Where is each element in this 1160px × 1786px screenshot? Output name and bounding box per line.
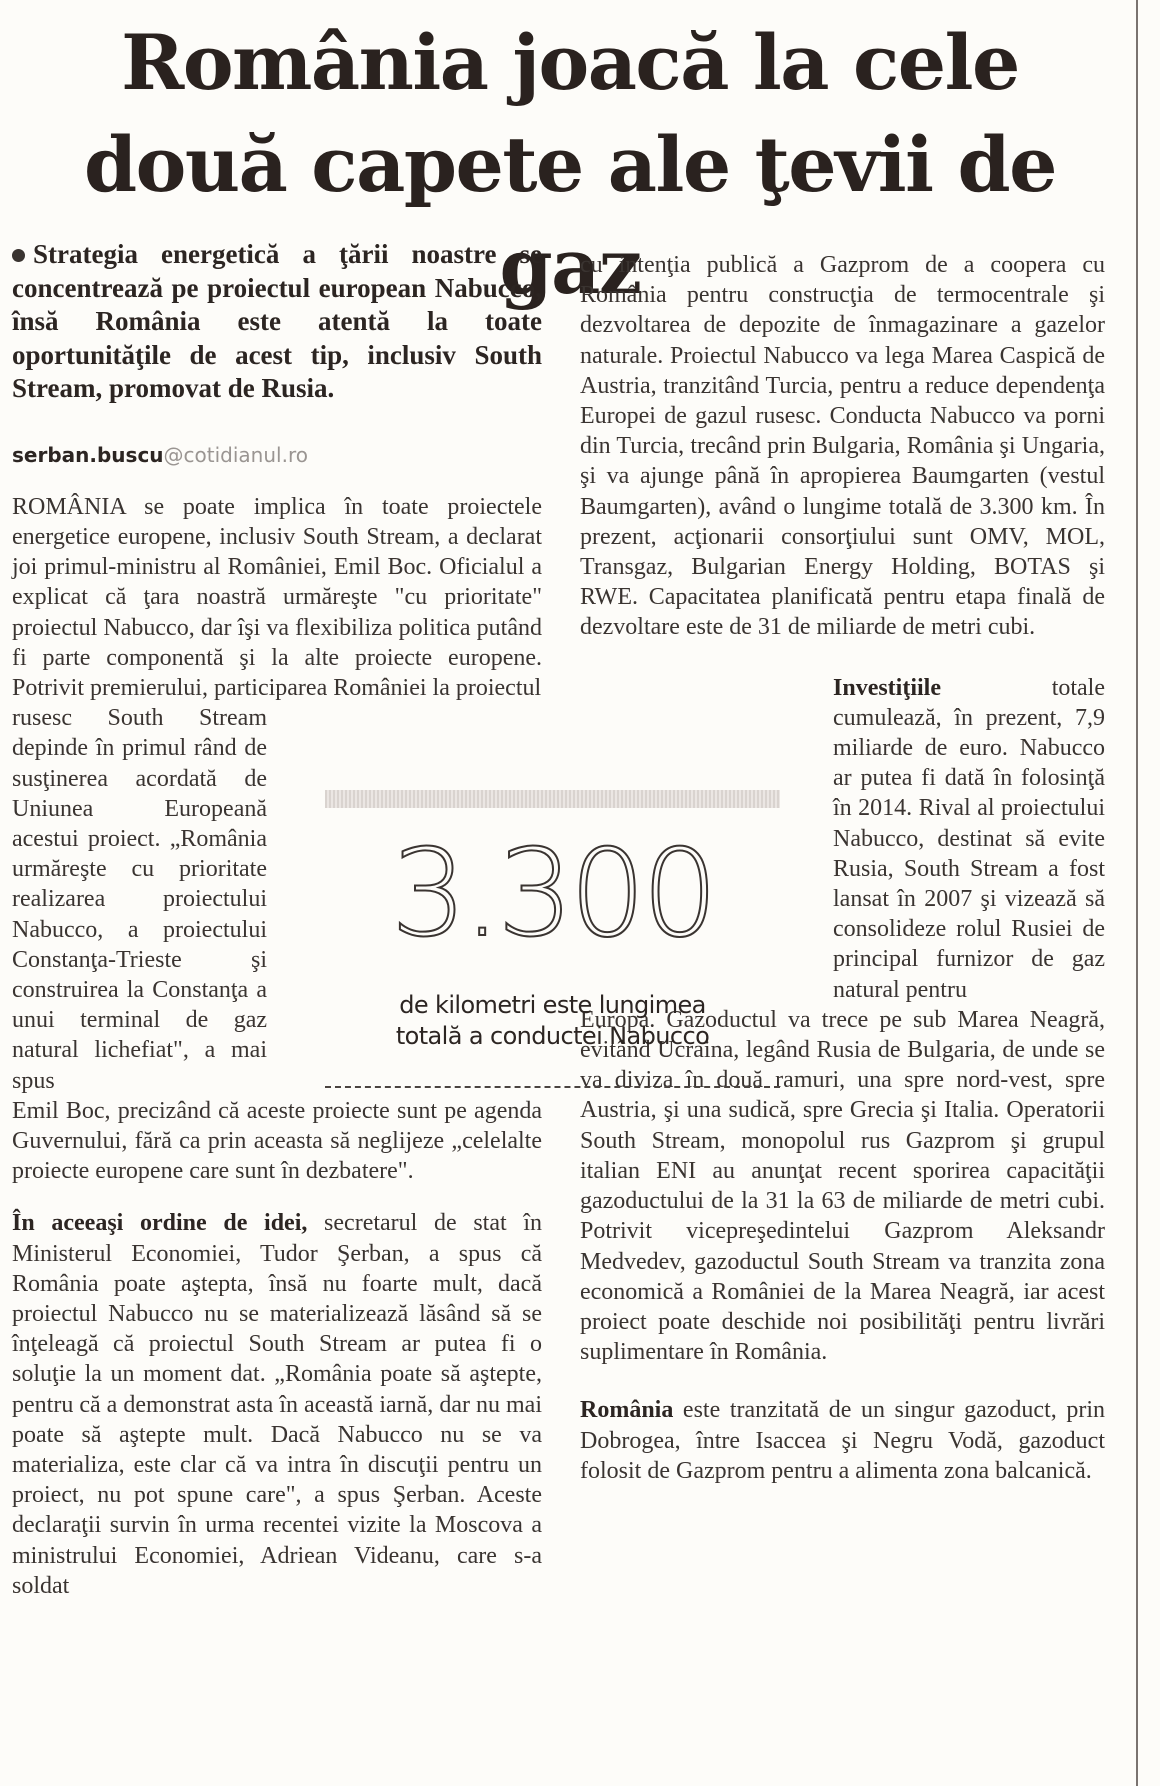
paragraph-5-lead: România: [580, 1397, 674, 1424]
paragraph-4-lead: Investiţiile: [833, 674, 941, 701]
bullet-icon: [12, 249, 25, 262]
paragraph-4-text: totale cumulează, în prezent, 7,9 miliarde de euro. Nabucco ar putea fi dată în folosinţă în 2014. Rival al proiectului Nabucco, destinat să evite Rusia, South Stream a fost lansat în 2007 şi vizează să consolideze rolul Rusiei de principal furnizor de gaz natural pentru: [833, 674, 1105, 1003]
stat-callout: [325, 790, 780, 1095]
paragraph-2: [12, 1208, 542, 1601]
paragraph-4-narrow: [833, 673, 1105, 1005]
author-name: serban.buscu: [12, 442, 164, 467]
callout-caption-line-1: de kilometri este lungimea: [399, 991, 706, 1019]
article-lead: [12, 238, 542, 406]
paragraph-3: cu intenţia publică a Gazprom de a coopera cu România pentru construcţia de termocentrale şi dezvoltarea de depozite de înmagazinare a gazelor naturale. Proiectul Nabucco va lega Marea Caspică de Austria, tranzitând Turcia, pentru a reduce dependenţa Europei de gazul rusesc. Conducta Nabucco va porni din Turcia, trecând prin Bulgaria, România şi Ungaria, şi va ajunge până în apropierea Baumgarten (vestul Baumgarten), având o lungime totală de 3.300 km. În prezent, acţionarii consorţiului sunt OMV, MOL, Transgaz, Bulgarian Energy Holding, BOTAS şi RWE. Capacitatea planificată pentru etapa finală de dezvoltare este de 31 de miliarde de metri cubi.: [580, 252, 1105, 641]
page-edge-rule: [1136, 0, 1138, 1786]
callout-caption-line-2: totală a conductei Nabucco: [395, 1022, 710, 1050]
author-byline[interactable]: [12, 440, 542, 470]
paragraph-5: [580, 1395, 1105, 1486]
paragraph-1: ROMÂNIA se poate implica în toate proiectele energetice europene, inclusiv South Stream, a declarat joi primul-ministru al României, Emil Boc. Oficialul a explicat că ţara noastră urmăreşte "cu prioritate" proiectul Nabucco, dar îşi va flexibiliza politica putând fi parte componentă şi la alte proiecte europene. Potrivit premierului, participarea României la proiectul: [12, 493, 542, 701]
article-headline: România joacă la cele două capete ale ţevii de gaz: [84, 18, 1056, 311]
callout-number: 3.300: [390, 825, 715, 964]
paragraph-1-narrow: rusesc South Stream depinde în primul rând de susţinerea acordată de Uniunea Europeană acestui proiect. „România urmăreşte cu prioritate realizarea proiectului Nabucco, a proiectului Constanţa-Trieste şi construirea la Constanţa a unui terminal de gaz natural lichefiat", a mai spus: [12, 705, 267, 1094]
lead-text: Strategia energetică a ţării noastre se concentrează pe proiectul european Nabucco, însă România este atentă la toate oportunităţile de acest tip, inclusiv South Stream, promovat de Rusia.: [12, 239, 542, 403]
paragraph-5-text: este tranzitată de un singur gazoduct, prin Dobrogea, între Isaccea şi Negru Vodă, gazoduct folosit de Gazprom pentru a alimenta zona balcanică.: [580, 1397, 1105, 1484]
paragraph-2-lead: În aceeaşi ordine de idei,: [12, 1210, 308, 1237]
paragraph-2-text: secretarul de stat în Ministerul Economiei, Tudor Şerban, a spus că România poate aştepta, însă nu foarte mult, dacă proiectul Nabucco nu se materializează lăsând să se înţeleagă că proiectul South Stream ar putea fi o soluţie la un moment dat. „România poate să aştepte, pentru că a demonstrat asta în această iarnă, dar nu mai poate să aştepte mult. Dacă Nabucco nu se va materializa, este clar că va intra în discuţii pentru un proiect, nu pot spune care", a spus Şerban. Aceste declaraţii survin în urma recentei vizite la Moscova a ministrului Economiei, Adriean Videanu, care s-a soldat: [12, 1210, 543, 1599]
paragraph-1-end: Emil Boc, precizând că aceste proiecte sunt pe agenda Guvernului, fără ca prin aceasta să neglijeze „celelalte proiecte europene care sunt în dezbatere".: [12, 1097, 542, 1185]
callout-shade-bar: [325, 790, 780, 808]
author-domain: @cotidianul.ro: [163, 442, 308, 467]
callout-caption: [325, 990, 780, 1052]
callout-dashed-rule: [325, 1086, 780, 1088]
paragraph-4-end: Europa. Gazoductul va trece pe sub Marea Neagră, evitând Ucraina, legând Rusia de Bulgaria, de unde se va diviza în două ramuri, una spre nord-vest, spre Austria, şi una sudică, spre Grecia şi Italia. Operatorii South Stream, monopolul rus Gazprom şi grupul italian ENI au anunţat recent sporirea capacităţii gazoductului de la 31 la 63 de miliarde de metri cubi. Potrivit vicepreşedintelui Gazprom Aleksandr Medvedev, gazoductul South Stream va tranzita zona economică a României de la Marea Neagră, iar acest proiect poate deschide noi posibilităţi pentru livrări suplimentare în România.: [580, 1006, 1105, 1366]
